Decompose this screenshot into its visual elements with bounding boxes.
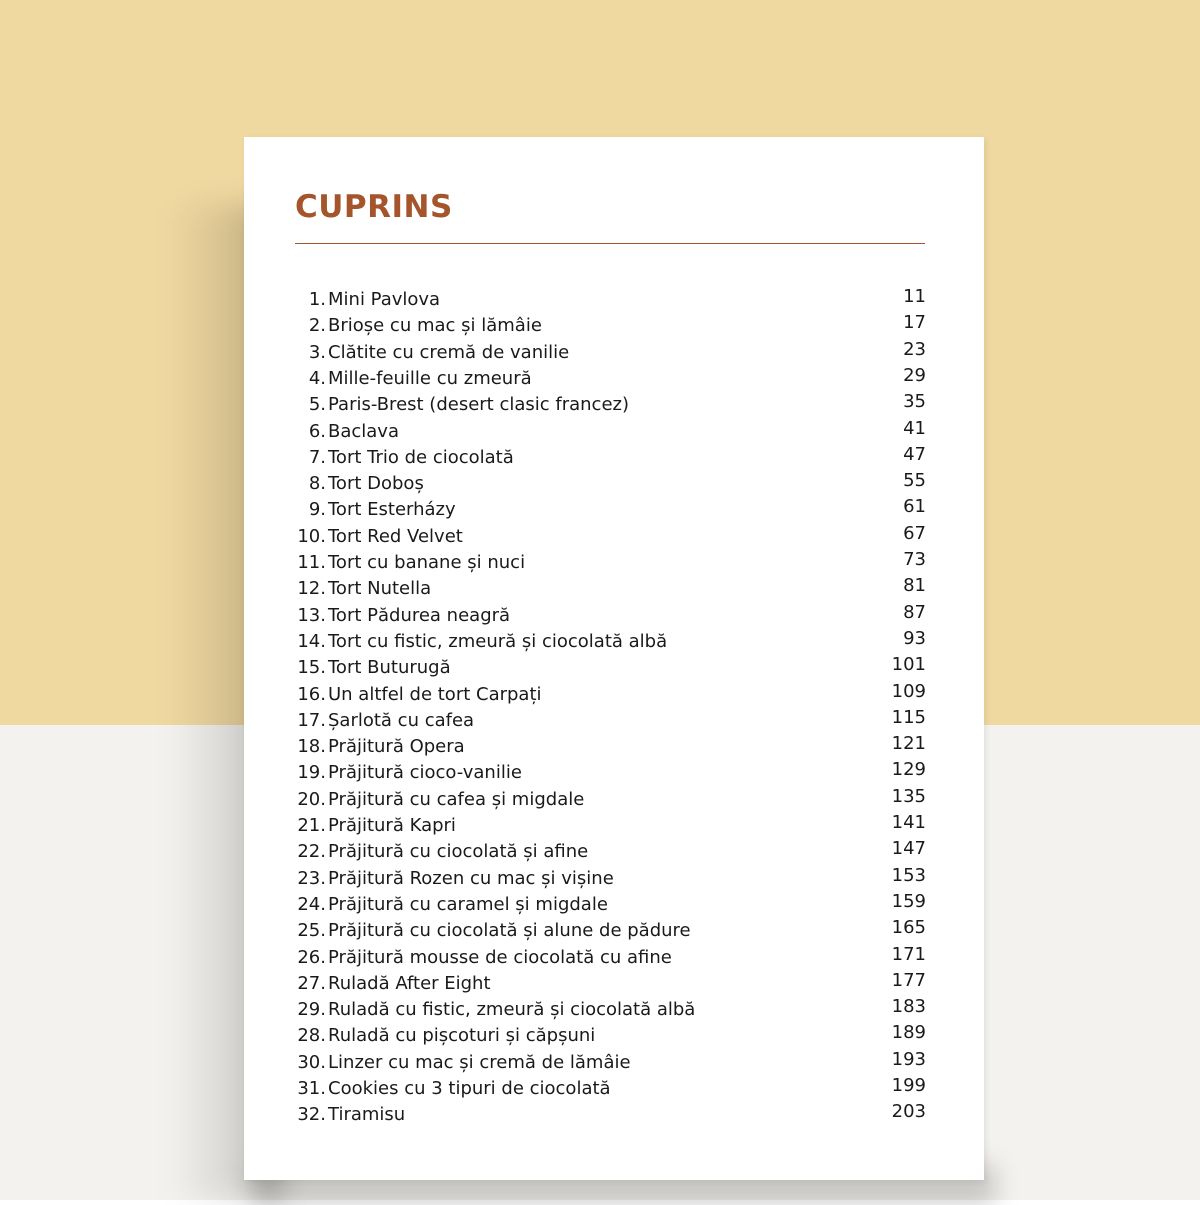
toc-entry: [244, 680, 984, 710]
toc-entry-number: 17.: [297, 709, 326, 731]
toc-entry-title: Prăjitură cu cafea și migdale: [328, 788, 585, 810]
toc-entry-number: 26.: [297, 946, 326, 968]
toc-entry: [244, 812, 984, 841]
toc-entry-page-number: 147: [891, 838, 926, 860]
toc-entry-page-number: 35: [903, 391, 926, 413]
toc-entry: [244, 496, 984, 525]
toc-entry-title: Tort Esterházy: [328, 499, 456, 521]
toc-entry-title: Mille-feuille cu zmeură: [328, 367, 532, 389]
toc-entry: [244, 601, 984, 631]
toc-entry-number: 24.: [297, 893, 326, 915]
toc-entry-number: 1.: [308, 289, 326, 310]
toc-entry-page-number: 11: [903, 286, 926, 307]
toc-entry-page-number: 73: [903, 549, 926, 570]
toc-entry-title: Cookies cu 3 tipuri de ciocolată: [328, 1078, 611, 1099]
toc-entry: [244, 785, 984, 815]
toc-entry: [244, 470, 984, 499]
toc-entry-title: Prăjitură cioco-vanilie: [328, 762, 522, 784]
toc-entry-title: Paris-Brest (desert clasic francez): [328, 394, 629, 416]
toc-entry-page-number: 47: [903, 443, 926, 465]
toc-entry: [244, 522, 984, 552]
toc-entry-title: Prăjitură cu ciocolată și alune de pădure: [328, 920, 691, 942]
toc-entry-page-number: 17: [903, 312, 926, 334]
toc-entry: [244, 890, 984, 920]
toc-entry-page-number: 87: [903, 601, 926, 623]
toc-entry-page-number: 199: [891, 1075, 926, 1096]
toc-entry-title: Tort Trio de ciocolată: [328, 446, 514, 468]
toc-entry-title: Prăjitură cu caramel și migdale: [328, 893, 608, 915]
toc-entry: [244, 338, 984, 368]
toc-entry-page-number: 41: [903, 417, 926, 439]
toc-entry-page-number: 109: [891, 680, 926, 702]
toc-entry-page-number: 55: [903, 470, 926, 492]
toc-entry: [244, 1101, 984, 1130]
toc-entry-page-number: 189: [891, 1022, 926, 1044]
toc-entry: [244, 417, 984, 447]
toc-entry-title: Tort cu banane și nuci: [328, 552, 526, 573]
toc-entry-title: Tort Red Velvet: [328, 525, 463, 547]
toc-entry-title: Mini Pavlova: [328, 289, 441, 310]
toc-entry-title: Linzer cu mac și cremă de lămâie: [328, 1051, 631, 1073]
toc-entry-number: 3.: [308, 341, 326, 363]
toc-entry: [244, 286, 984, 315]
toc-entry: [244, 733, 984, 762]
toc-entry-number: 2.: [308, 315, 326, 337]
toc-entry: [244, 917, 984, 946]
toc-entry-page-number: 183: [891, 996, 926, 1018]
toc-entry: [244, 654, 984, 683]
toc-entry: [244, 969, 984, 999]
toc-entry-page-number: 159: [891, 890, 926, 912]
toc-entry-title: Baclava: [328, 420, 399, 442]
toc-entry: [244, 996, 984, 1025]
toc-entry-number: 30.: [297, 1051, 326, 1073]
toc-entry-number: 23.: [297, 867, 326, 889]
toc-entry-page-number: 135: [891, 785, 926, 807]
toc-entry: [244, 312, 984, 341]
toc-entry: [244, 443, 984, 473]
toc-entry-page-number: 29: [903, 364, 926, 386]
toc-entry-title: Tort Doboș: [328, 473, 424, 495]
toc-entry-title: Tiramisu: [328, 1104, 406, 1126]
toc-entry: [244, 575, 984, 604]
toc-entry-page-number: 115: [891, 706, 926, 728]
toc-entry-title: Tort Buturugă: [328, 657, 451, 679]
toc-entry-number: 19.: [297, 762, 326, 784]
toc-entry: [244, 627, 984, 657]
toc-entry-title: Prăjitură Kapri: [328, 815, 456, 836]
toc-entry-title: Clătite cu cremă de vanilie: [328, 341, 570, 363]
toc-entry: [244, 864, 984, 894]
toc-entry-title: Tort Pădurea neagră: [328, 604, 511, 626]
toc-entry-page-number: 67: [903, 522, 926, 544]
toc-entry: [244, 1075, 984, 1104]
toc-entry-page-number: 193: [891, 1048, 926, 1070]
toc-entry-number: 6.: [308, 420, 326, 442]
toc-entry: [244, 706, 984, 736]
toc-entry-page-number: 61: [903, 496, 926, 518]
toc-entry-number: 16.: [297, 683, 326, 705]
toc-entry: [244, 364, 984, 394]
toc-entry-number: 10.: [297, 525, 326, 547]
toc-entry: [244, 549, 984, 578]
toc-entry-number: 5.: [308, 394, 326, 416]
toc-entry-number: 32.: [297, 1104, 326, 1126]
toc-entry-number: 18.: [297, 736, 326, 758]
document-page: [244, 137, 984, 1180]
toc-entry-number: 27.: [297, 972, 326, 994]
page-title: CUPRINS: [295, 189, 453, 225]
toc-entry-number: 9.: [308, 499, 326, 521]
toc-entry-page-number: 121: [891, 733, 926, 755]
toc-entry-page-number: 93: [903, 627, 926, 649]
toc-entry-title: Tort Nutella: [328, 578, 432, 600]
toc-entry: [244, 943, 984, 973]
toc-entry-number: 13.: [297, 604, 326, 626]
toc-entry-number: 31.: [297, 1078, 326, 1099]
toc-entry-number: 25.: [297, 920, 326, 942]
toc-entry: [244, 391, 984, 420]
toc-entry-title: Prăjitură Opera: [328, 736, 465, 758]
toc-entry-number: 20.: [297, 788, 326, 810]
toc-entry-title: Ruladă After Eight: [328, 972, 491, 994]
toc-entry-number: 28.: [297, 1025, 326, 1047]
toc-entry-number: 11.: [297, 552, 326, 573]
toc-entry-page-number: 171: [891, 943, 926, 965]
toc-entry-page-number: 141: [891, 812, 926, 833]
toc-entry-title: Prăjitură Rozen cu mac și vișine: [328, 867, 614, 889]
toc-entry-number: 15.: [297, 657, 326, 679]
toc-entry-number: 21.: [297, 815, 326, 836]
toc-entry: [244, 1048, 984, 1078]
toc-entry-page-number: 81: [903, 575, 926, 597]
toc-entry-title: Un altfel de tort Carpați: [328, 683, 542, 705]
toc-entry-number: 4.: [308, 367, 326, 389]
toc-entry-title: Brioșe cu mac și lămâie: [328, 315, 542, 337]
toc-entry-title: Șarlotă cu cafea: [328, 709, 475, 731]
toc-entry-title: Prăjitură cu ciocolată și afine: [328, 841, 589, 863]
toc-entry-page-number: 165: [891, 917, 926, 939]
toc-entry-title: Ruladă cu pișcoturi și căpșuni: [328, 1025, 596, 1047]
toc-entry: [244, 1022, 984, 1051]
toc-entry-page-number: 101: [891, 654, 926, 676]
toc-entry-number: 22.: [297, 841, 326, 863]
toc-entry-number: 14.: [297, 630, 326, 652]
toc-entry-title: Ruladă cu fistic, zmeură și ciocolată albă: [328, 999, 696, 1021]
toc-entry-page-number: 129: [891, 759, 926, 781]
toc-entry-page-number: 203: [891, 1101, 926, 1123]
toc-entry-page-number: 23: [903, 338, 926, 360]
toc-entry-page-number: 153: [891, 864, 926, 886]
table-of-contents: [244, 137, 984, 1180]
toc-entry-number: 12.: [297, 578, 326, 600]
toc-entry-title: Prăjitură mousse de ciocolată cu afine: [328, 946, 672, 968]
toc-entry: [244, 759, 984, 788]
toc-entry: [244, 838, 984, 867]
toc-entry-title: Tort cu fistic, zmeură și ciocolată albă: [328, 630, 668, 652]
toc-entry-number: 8.: [308, 473, 326, 495]
toc-entry-page-number: 177: [891, 969, 926, 991]
toc-entry-number: 7.: [308, 446, 326, 468]
toc-entry-number: 29.: [297, 999, 326, 1021]
